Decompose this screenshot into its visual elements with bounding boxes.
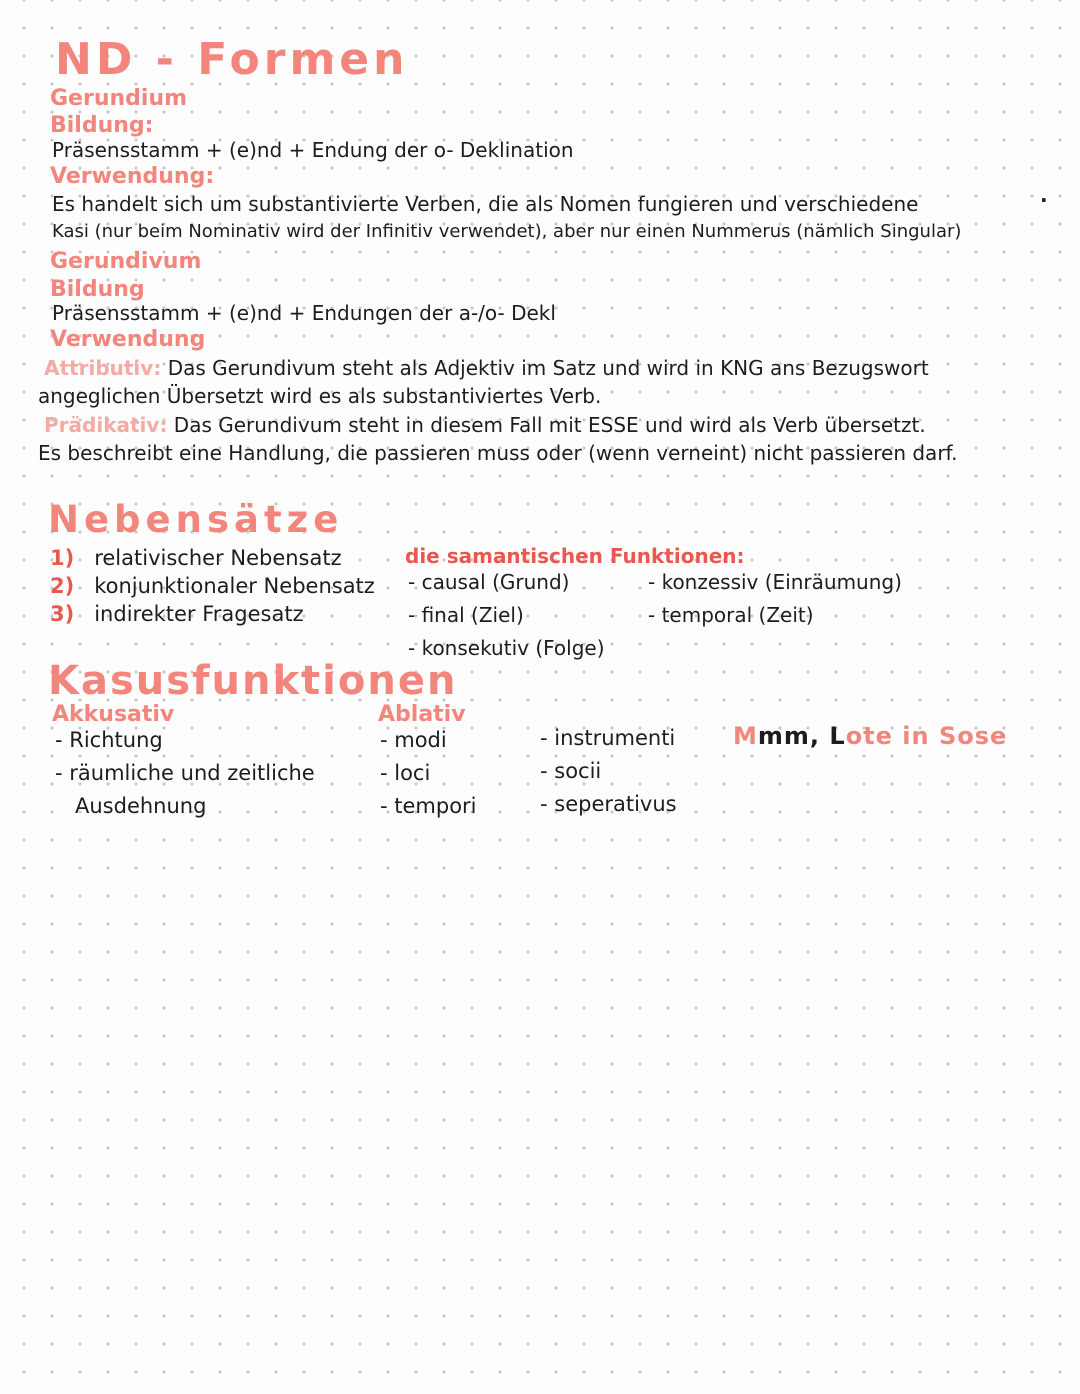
text-bildung-gerundivum: Präsensstamm + (e)nd + Endungen der a-/o- Dekl — [52, 301, 556, 325]
section-title-kasusfunktionen: Kasusfunktionen — [48, 658, 458, 704]
label-bildung-gerundivum: Bildung — [50, 277, 145, 302]
item-number: 2) — [50, 574, 75, 598]
doodle-part-1: M — [733, 722, 758, 750]
doodle-text — [733, 722, 1007, 750]
label-gerundivum: Gerundivum — [50, 249, 202, 274]
label-ablativ: Ablativ — [378, 702, 466, 727]
label-verwendung-gerundivum: Verwendung — [50, 327, 206, 352]
akkusativ-item: - Richtung — [55, 728, 163, 752]
label-gerundium: Gerundium — [50, 86, 188, 111]
function-item: - temporal (Zeit) — [648, 603, 814, 627]
ablativ-col1 — [380, 728, 477, 827]
doodle-part-3: L — [820, 722, 846, 750]
item-number: 1) — [50, 546, 75, 570]
ablativ-item: - tempori — [380, 794, 477, 818]
akkusativ-item: - räumliche und zeitliche — [55, 761, 315, 785]
text-attributiv-line1: Das Gerundivum steht als Adjektiv im Satz und wird in KNG ans Bezugswort — [167, 356, 929, 380]
function-item: - konsekutiv (Folge) — [408, 636, 605, 660]
doodle-part-2: mm, — [757, 722, 821, 750]
doodle-part-4: ote in Sose — [845, 722, 1008, 750]
nebensatz-item-3 — [50, 602, 304, 626]
text-praedikativ-line1: Das Gerundivum steht in diesem Fall mit ESSE und wird als Verb übersetzt. — [173, 413, 926, 437]
section-title-nebensaetze: Nebensätze — [48, 498, 344, 541]
akkusativ-item: Ausdehnung — [75, 794, 207, 818]
ablativ-item: - instrumenti — [540, 726, 676, 750]
section-title-nd-formen: ND - Formen — [55, 34, 409, 85]
ablativ-item: - socii — [540, 759, 602, 783]
ablativ-item: - seperativus — [540, 792, 677, 816]
function-item: - konzessiv (Einräumung) — [648, 570, 902, 594]
label-praedikativ: Prädikativ: — [44, 413, 168, 437]
semantic-functions-col1 — [408, 570, 605, 669]
function-item: - final (Ziel) — [408, 603, 524, 627]
ablativ-item: - loci — [380, 761, 431, 785]
line-praedikativ — [44, 413, 926, 437]
function-item: - causal (Grund) — [408, 570, 570, 594]
label-semantic-functions: die samantischen Funktionen: — [405, 544, 745, 568]
nebensatz-item-2 — [50, 574, 375, 598]
text-attributiv-line2: angeglichen Übersetzt wird es als substantiviertes Verb. — [38, 384, 602, 408]
text-verwendung-line2: Kasi (nur beim Nominativ wird der Infinitiv verwendet), aber nur einen Nummerus (nämlich Singular) — [52, 221, 962, 242]
text-praedikativ-line2: Es beschreibt eine Handlung, die passieren muss oder (wenn verneint) nicht passieren darf. — [38, 441, 958, 465]
item-number: 3) — [50, 602, 75, 626]
text-bildung-gerundium: Präsensstamm + (e)nd + Endung der o- Deklination — [52, 138, 574, 162]
ablativ-item: - modi — [380, 728, 447, 752]
label-verwendung-gerundium: Verwendung: — [50, 164, 215, 189]
item-text: indirekter Fragesatz — [94, 602, 304, 626]
item-text: relativischer Nebensatz — [94, 546, 342, 570]
text-verwendung-line1: Es handelt sich um substantivierte Verben, die als Nomen fungieren und verschiedene — [52, 192, 919, 216]
label-bildung-gerundium: Bildung: — [50, 113, 154, 138]
semantic-functions-col2 — [648, 570, 902, 636]
label-attributiv: Attributiv: — [44, 356, 162, 380]
item-text: konjunktionaler Nebensatz — [94, 574, 375, 598]
akkusativ-list — [55, 728, 315, 827]
label-akkusativ: Akkusativ — [52, 702, 175, 727]
ablativ-col2 — [540, 726, 677, 825]
nebensatz-item-1 — [50, 546, 342, 570]
line-attributiv — [44, 356, 929, 380]
stray-pen-mark: · — [1040, 188, 1048, 212]
